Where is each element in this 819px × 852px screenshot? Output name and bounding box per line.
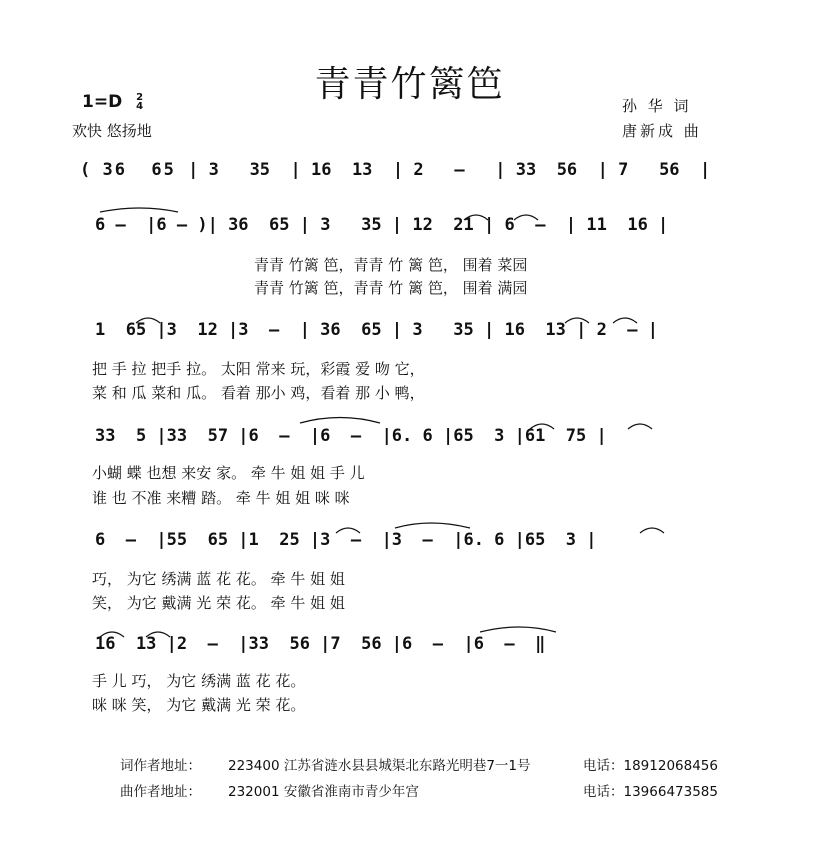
lyricist-address-line: 词作者地址： 223400 江苏省涟水县县城渠北东路光明巷7一1号: [120, 758, 531, 774]
composer-address-line: 曲作者地址： 232001 安徽省淮南市青少年宫: [120, 784, 419, 800]
song-title: 青青竹篱笆: [314, 64, 505, 105]
notation-line: ( 36 65 | 3 35 | 16 13 | 2 – | 33 56 | 7 56 |: [80, 160, 711, 180]
lyric-verse-2: 菜 和 瓜 菜和 瓜。 看着 那小 鸡，看着 那 小 鸭，: [92, 384, 425, 402]
tie-mark: [395, 523, 470, 528]
lyric-verse-1: 手 儿 巧， 为它 绣满 蓝 花 花。: [92, 672, 306, 690]
notation-line: 16 13 |2 – |33 56 |7 56 |6 – |6 – ‖: [95, 634, 546, 654]
staff-line-1: [0, 160, 819, 190]
lyricist-credit: 孙 华 词: [622, 97, 692, 115]
lyric-verse-1: 青青 竹篱 笆，青青 竹 篱 笆， 围着 菜园: [254, 256, 528, 274]
notation-line: 6 – |55 65 |1 25 |3 – |3 – |6. 6 |65 3 |: [95, 530, 597, 550]
tie-mark: [480, 627, 556, 632]
staff-line-2: [0, 215, 819, 245]
notation-line: 6 – |6 – )| 36 65 | 3 35 | 12 21 | 6 – | 11 16 |: [95, 215, 669, 235]
lyric-verse-2: 青青 竹篱 笆，青青 竹 篱 笆， 围着 满园: [254, 279, 528, 297]
tie-mark: [300, 418, 380, 424]
staff-line-5: [0, 530, 819, 560]
lyric-verse-1: 小蝴 蝶 也想 来安 家。 牵 牛 姐 姐 手 儿: [92, 464, 365, 482]
composer-credit: 唐新成 曲: [622, 122, 702, 140]
lyric-verse-1: 把 手 拉 把手 拉。 太阳 常来 玩，彩霞 爱 吻 它，: [92, 360, 425, 378]
time-signature: 2 4: [136, 92, 144, 112]
lyric-verse-1: 巧， 为它 绣满 蓝 花 花。 牵 牛 姐 姐: [92, 570, 345, 588]
lyric-verse-2: 笑， 为它 戴满 光 荣 花。 牵 牛 姐 姐: [92, 594, 345, 612]
staff-line-6: [0, 634, 819, 664]
composer-phone: 电话：13966473585: [583, 784, 718, 800]
staff-line-4: [0, 426, 819, 456]
tempo-marking: 欢快 悠扬地: [72, 122, 152, 140]
key-signature: [82, 92, 143, 112]
notation-line: 1 65 |3 12 |3 – | 36 65 | 3 35 | 16 13 | 2 – |: [95, 320, 659, 340]
staff-line-3: [0, 320, 819, 350]
key-label: 1=D: [82, 92, 123, 112]
lyricist-phone: 电话：18912068456: [583, 758, 718, 774]
notation-line: 33 5 |33 57 |6 – |6 – |6. 6 |65 3 |61 75 |: [95, 426, 607, 446]
tie-mark: [100, 208, 178, 212]
lyric-verse-2: 咪 咪 笑， 为它 戴满 光 荣 花。: [92, 696, 306, 714]
lyric-verse-2: 谁 也 不准 来糟 踏。 牵 牛 姐 姐 咪 咪: [92, 489, 350, 507]
